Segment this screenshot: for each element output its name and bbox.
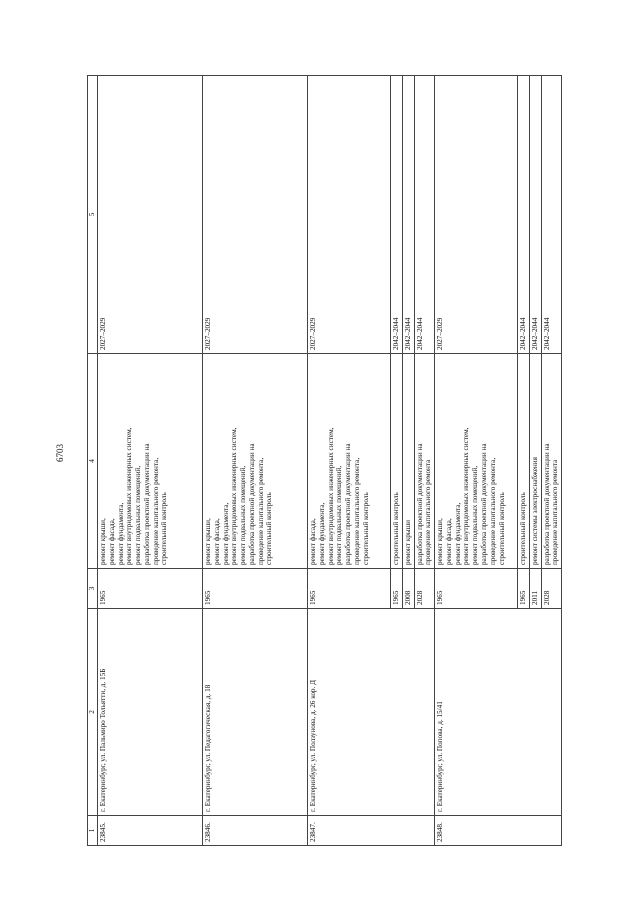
header-row bbox=[88, 76, 98, 846]
subrow-works bbox=[402, 354, 414, 569]
document-sheet bbox=[87, 76, 589, 846]
work-item: ремонт крыши, bbox=[204, 518, 212, 565]
work-item: ремонт фасада, bbox=[309, 518, 317, 565]
work-item: строительный контроль bbox=[392, 492, 400, 565]
subrow-year: 2008 bbox=[402, 569, 414, 609]
subrow-works bbox=[541, 354, 562, 569]
row-period: 2027–2029 bbox=[308, 76, 391, 354]
work-item: строительный контроль bbox=[497, 492, 506, 565]
work-item: ремонт фундамента, bbox=[221, 502, 230, 565]
subrow-period: 2042–2044 bbox=[529, 76, 541, 354]
row-year: 1965 bbox=[98, 569, 203, 609]
subrow-works bbox=[518, 354, 530, 569]
work-item: ремонт системы электроснабжения bbox=[530, 457, 539, 565]
row-address: г. Екатеринбург, ул. Пальмиро Тольятти, д. 15Б bbox=[98, 609, 203, 816]
header-cell-1: 1 bbox=[88, 816, 98, 846]
row-address: г. Екатеринбург, ул. Ползунова, д. 26 кор. Д bbox=[308, 609, 435, 816]
work-item: ремонт подвальных помещений, bbox=[471, 465, 480, 565]
work-item: ремонт фасада, bbox=[444, 518, 453, 565]
work-item: строительный контроль bbox=[265, 492, 274, 565]
table-row bbox=[435, 76, 518, 846]
subrow-works bbox=[529, 354, 541, 569]
row-year: 1965 bbox=[308, 569, 391, 609]
header-cell-4: 4 bbox=[88, 354, 98, 569]
work-item: проведение капитального ремонта, bbox=[151, 457, 160, 565]
row-period: 2027–2029 bbox=[435, 76, 518, 354]
table-row bbox=[308, 76, 391, 846]
work-item: проведение капитального ремонта, bbox=[352, 457, 361, 565]
repair-schedule-table bbox=[87, 75, 562, 846]
work-item: строительный контроль bbox=[361, 492, 370, 565]
subrow-year: 2028 bbox=[414, 569, 435, 609]
work-item: ремонт крыши, bbox=[99, 518, 107, 565]
work-item: строительный контроль bbox=[160, 492, 169, 565]
work-item: разработка проектной документации на bbox=[247, 443, 256, 565]
work-item: ремонт крыши, bbox=[436, 518, 445, 565]
row-number: 23847. bbox=[308, 816, 435, 846]
subrow-period: 2042–2044 bbox=[541, 76, 562, 354]
row-works bbox=[308, 354, 391, 569]
work-item: ремонт внутридомовых инженерных систем, bbox=[230, 427, 239, 565]
work-item: ремонт подвальных помещений, bbox=[335, 465, 344, 565]
row-number: 23846. bbox=[203, 816, 308, 846]
subrow-period: 2042–2044 bbox=[518, 76, 530, 354]
subrow-works bbox=[414, 354, 435, 569]
row-works bbox=[98, 354, 203, 569]
subrow-works bbox=[391, 354, 403, 569]
subrow-period: 2042–2044 bbox=[402, 76, 414, 354]
row-address: г. Екатеринбург, ул. Педагогическая, д. 18 bbox=[203, 609, 308, 816]
work-item: разработка проектной документации на bbox=[542, 443, 551, 565]
work-item: проведение капитального ремонта bbox=[551, 459, 560, 565]
work-item: ремонт фундамента, bbox=[453, 502, 462, 565]
work-item: ремонт внутридомовых инженерных систем, bbox=[125, 427, 134, 565]
work-item: разработка проектной документации на bbox=[344, 443, 353, 565]
row-number: 23845. bbox=[98, 816, 203, 846]
work-item: ремонт внутридомовых инженерных систем, bbox=[326, 427, 335, 565]
table-row bbox=[98, 76, 203, 846]
row-address: г. Екатеринбург, ул. Попова, д. 15/41 bbox=[435, 609, 562, 816]
page-number: 6703 bbox=[55, 444, 65, 462]
row-works bbox=[435, 354, 518, 569]
row-works bbox=[203, 354, 308, 569]
work-item: разработка проектной документации на bbox=[480, 443, 489, 565]
row-year: 1965 bbox=[203, 569, 308, 609]
work-item: ремонт подвальных помещений, bbox=[239, 465, 248, 565]
work-item: проведение капитального ремонта, bbox=[488, 457, 497, 565]
work-item: проведение капитального ремонта, bbox=[256, 457, 265, 565]
work-item: разработка проектной документации на bbox=[415, 443, 424, 565]
work-item: ремонт подвальных помещений, bbox=[134, 465, 143, 565]
work-item: строительный контроль bbox=[519, 492, 528, 565]
header-cell-5: 5 bbox=[88, 76, 98, 354]
subrow-year: 1965 bbox=[391, 569, 403, 609]
table-row bbox=[203, 76, 308, 846]
work-item: ремонт внутридомовых инженерных систем, bbox=[462, 427, 471, 565]
work-item: ремонт фундамента, bbox=[317, 502, 326, 565]
work-item: разработка проектной документации на bbox=[142, 443, 151, 565]
work-item: ремонт крыши bbox=[403, 519, 412, 565]
work-item: проведение капитального ремонта bbox=[424, 459, 433, 565]
work-item: ремонт фундамента, bbox=[116, 502, 125, 565]
subrow-year: 1965 bbox=[518, 569, 530, 609]
subrow-period: 2042–2044 bbox=[414, 76, 435, 354]
work-item: ремонт фасада, bbox=[212, 518, 221, 565]
row-number: 23848. bbox=[435, 816, 562, 846]
row-year: 1965 bbox=[435, 569, 518, 609]
table-body bbox=[98, 76, 562, 846]
header-cell-2: 2 bbox=[88, 609, 98, 816]
row-period: 2027–2029 bbox=[203, 76, 308, 354]
header-cell-3: 3 bbox=[88, 569, 98, 609]
subrow-period: 2042–2044 bbox=[391, 76, 403, 354]
row-period: 2027–2029 bbox=[98, 76, 203, 354]
subrow-year: 2011 bbox=[529, 569, 541, 609]
work-item: ремонт фасада, bbox=[107, 518, 116, 565]
subrow-year: 2028 bbox=[541, 569, 562, 609]
